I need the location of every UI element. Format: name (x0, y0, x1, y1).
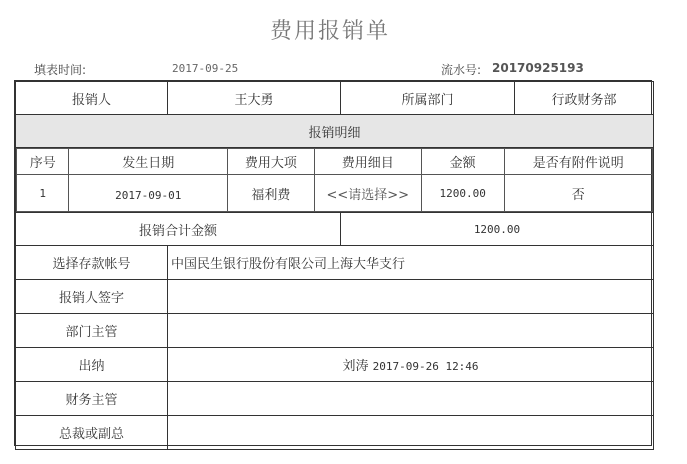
gm-label: 总裁或副总 (16, 416, 168, 450)
cashier-label: 出纳 (16, 348, 168, 382)
detail-table (16, 148, 653, 212)
dept-head-field[interactable] (168, 314, 654, 348)
finance-head-row (16, 382, 654, 416)
finance-head-label: 财务主管 (16, 382, 168, 416)
applicant-sign-field[interactable] (168, 280, 654, 314)
total-label: 报销合计金额 (16, 213, 341, 246)
account-label: 选择存款帐号 (16, 246, 168, 280)
row-no: 1 (17, 175, 69, 212)
dept-head-label: 部门主管 (16, 314, 168, 348)
account-row (16, 246, 654, 280)
cashier-row (16, 348, 654, 382)
row-amount: 1200.00 (421, 175, 504, 212)
cashier-field (168, 348, 654, 382)
account-select[interactable]: 中国民生银行股份有限公司上海大华支行 (168, 246, 654, 280)
detail-section-title: 报销明细 (16, 115, 654, 148)
total-value: 1200.00 (341, 213, 654, 246)
applicant-sign-label: 报销人签字 (16, 280, 168, 314)
finance-head-field[interactable] (168, 382, 654, 416)
page-title: 费用报销单 (269, 19, 390, 44)
cashier-name: 刘涛 (342, 359, 369, 374)
department-label: 所属部门 (341, 82, 515, 115)
row-attachment: 否 (504, 175, 652, 212)
cashier-time: 2017-09-26 12:46 (372, 360, 479, 373)
col-header-no: 序号 (17, 149, 69, 175)
gm-field[interactable] (168, 416, 654, 450)
gm-row (16, 416, 654, 450)
applicant-label: 报销人 (16, 82, 168, 115)
department-value: 行政财务部 (515, 82, 654, 115)
col-header-attachment: 是否有附件说明 (504, 149, 652, 175)
detail-table-row (16, 148, 654, 213)
reimbursement-form (14, 80, 652, 446)
col-header-subitem: 费用细目 (314, 149, 421, 175)
serial-value: 20170925193 (492, 61, 584, 75)
fill-time-label: 填表时间: (34, 63, 87, 77)
col-header-category: 费用大项 (227, 149, 314, 175)
subitem-select[interactable]: <<请选择>> (314, 175, 421, 212)
applicant-sign-row (16, 280, 654, 314)
total-row (16, 213, 654, 246)
row-date: 2017-09-01 (69, 175, 227, 212)
detail-section-header (16, 115, 654, 148)
form-table (15, 81, 654, 450)
col-header-amount: 金额 (421, 149, 504, 175)
applicant-value: 王大勇 (168, 82, 341, 115)
serial-label: 流水号: (441, 63, 482, 77)
detail-header-row (17, 149, 653, 175)
dept-head-row (16, 314, 654, 348)
applicant-row (16, 82, 654, 115)
row-category: 福利费 (227, 175, 314, 212)
table-row (17, 175, 653, 212)
fill-time-value: 2017-09-25 (172, 62, 239, 75)
col-header-date: 发生日期 (69, 149, 227, 175)
